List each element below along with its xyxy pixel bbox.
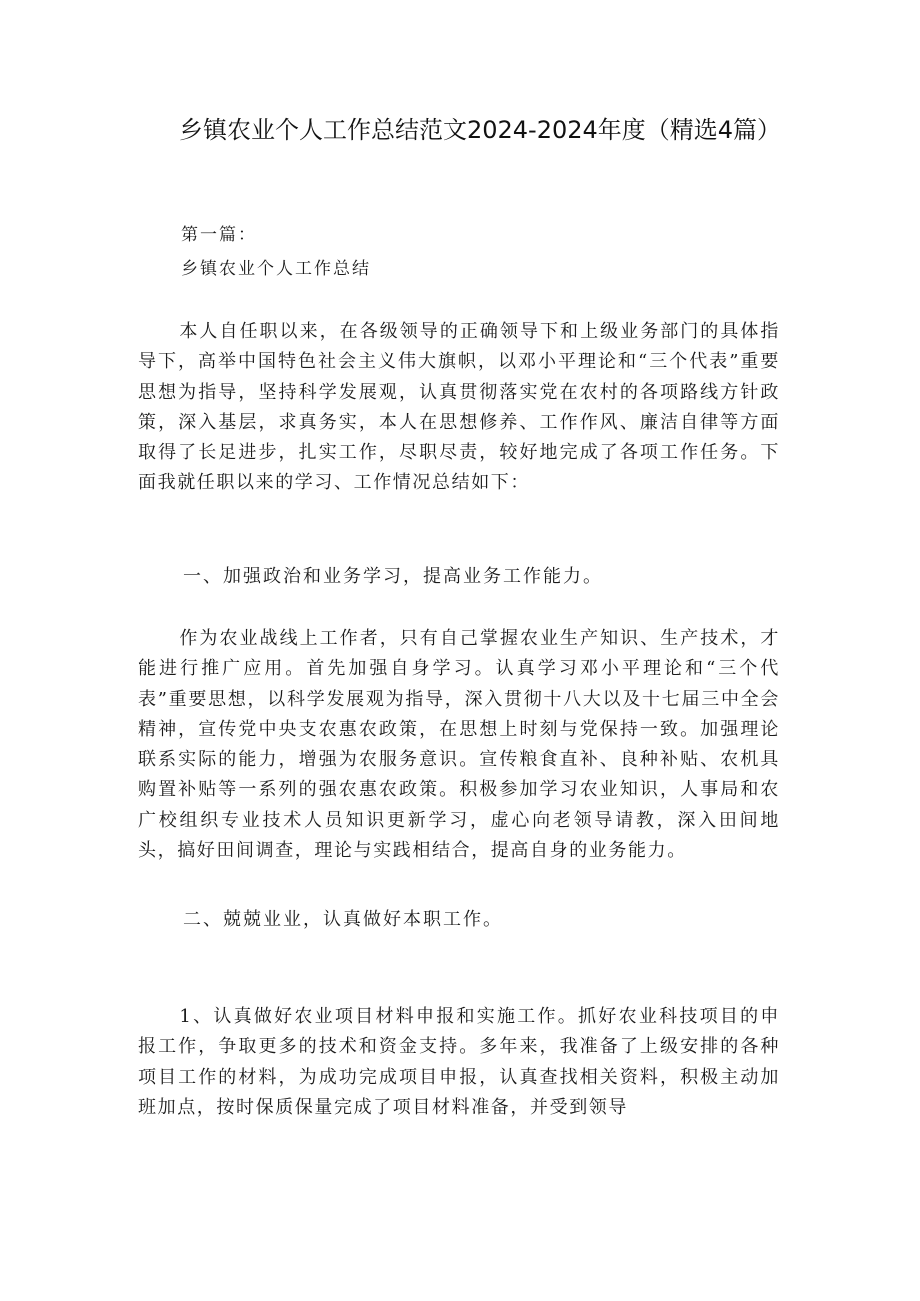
section-1-paragraph: 作为农业战线上工作者，只有自己掌握农业生产知识、生产技术，才能进行推广应用。首先加强自身学习。认真学习邓小平理论和“三个代表”重要思想，以科学发展观为指导，深入贯彻十八大以及十七届三中全会精神，宣传党中央支农惠农政策，在思想上时刻与党保持一致。加强理论联系实际的能力，增强为农服务意识。宣传粮食直补、良种补贴、农机具购置补贴等一系列的强农惠农政策。积极参加学习农业知识，人事局和农广校组织专业技术人员知识更新学习，虚心向老领导请教，深入田间地头，搞好田间调查，理论与实践相结合，提高自身的业务能力。 [138,628,780,862]
intro-paragraph: 本人自任职以来，在各级领导的正确领导下和上级业务部门的具体指导下，高举中国特色社会主义伟大旗帜，以邓小平理论和“三个代表”重要思想为指导，坚持科学发展观，认真贯彻落实党在农村的各项路线方针政策，深入基层，求真务实，本人在思想修养、工作作风、廉洁自律等方面取得了长足进步，扎实工作，尽职尽责，较好地完成了各项工作任务。下面我就任职以来的学习、工作情况总结如下： [138,321,780,494]
section-2-heading: 二、兢兢业业，认真做好本职工作。 [183,909,503,930]
part-title: 乡镇农业个人工作总结 [181,259,371,279]
section-1-heading: 一、加强政治和业务学习，提高业务工作能力。 [183,566,603,587]
part-label: 第一篇： [181,225,257,245]
document-title: 乡镇农业个人工作总结范文2024-2024年度（精选4篇） [178,116,782,144]
item-1-paragraph: 1、认真做好农业项目材料申报和实施工作。抓好农业科技项目的申报工作，争取更多的技术和资金支持。多年来，我准备了上级安排的各种项目工作的材料，为成功完成项目申报，认真查找相关资料，积极主动加班加点，按时保质保量完成了项目材料准备，并受到领导 [138,1006,780,1118]
